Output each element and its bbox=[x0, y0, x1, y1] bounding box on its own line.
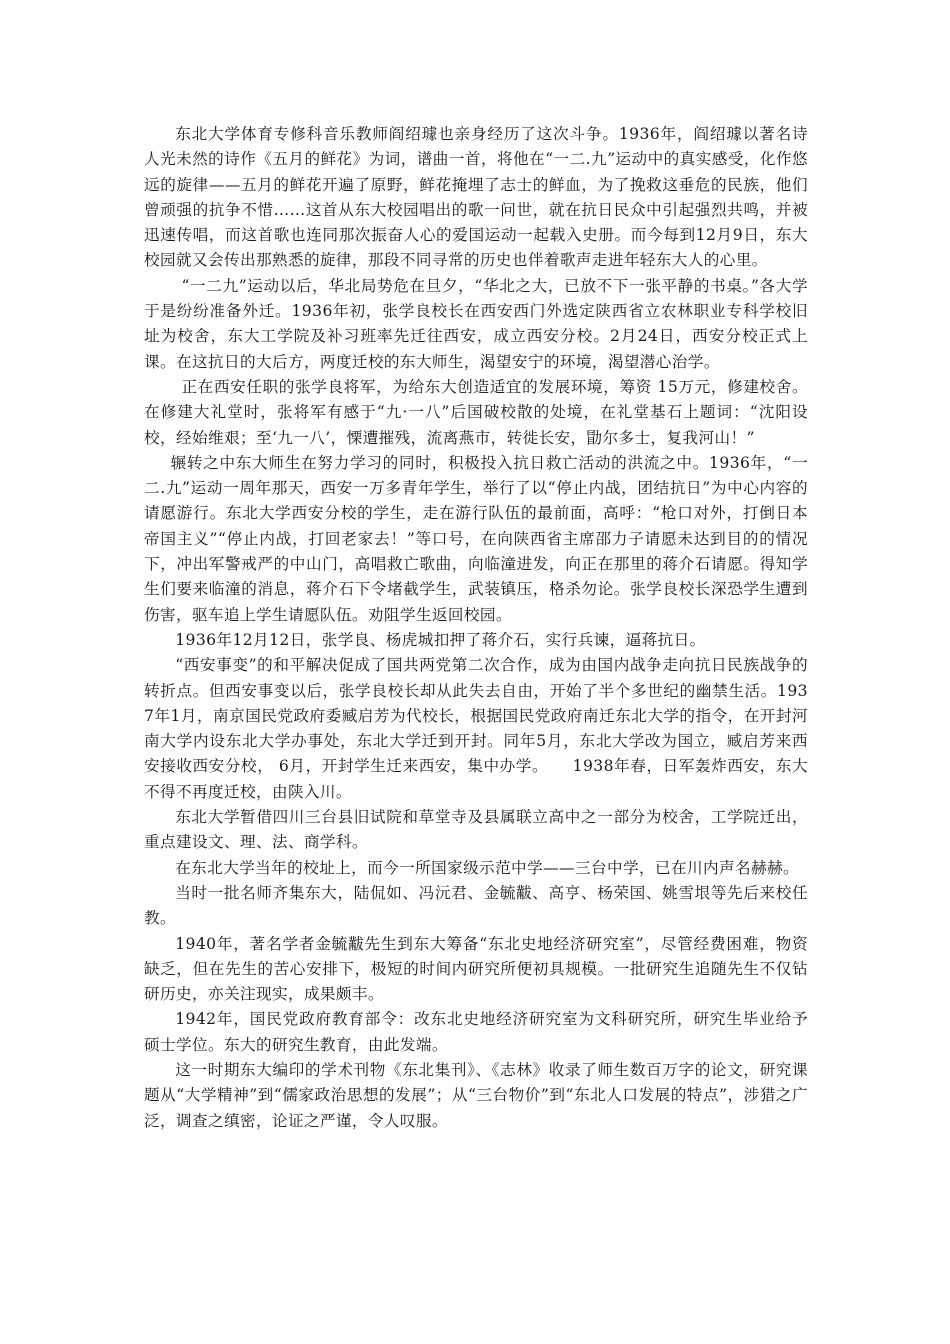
paragraph-santai-campus: 东北大学暂借四川三台县旧试院和草堂寺及县属联立高中之一部分为校舍，工学院迁出，重点建设文、理、法、商学科。 bbox=[144, 808, 808, 852]
paragraph-xian-incident-date: 1936年12月12日，张学良、杨虎城扣押了蒋介石，实行兵谏，逼蒋抗日。 bbox=[175, 630, 706, 649]
paragraph-graduate-education: 1942年，国民党政府教育部令：改东北史地经济研究室为文科研究所，研究生毕业给予硕士学位。东大的研究生教育，由此发端。 bbox=[144, 1010, 808, 1054]
paragraph-famous-teachers: 当时一批名师齐集东大，陆侃如、冯沅君、金毓黻、高亨、杨荣国、姚雪垠等先后来校任教。 bbox=[144, 883, 808, 928]
paragraph-santai-middle-school: 在东北大学当年的校址上，而今一所国家级示范中学——三台中学，已在川内声名赫赫。 bbox=[175, 858, 799, 877]
paragraph-academic-journals: 这一时期东大编印的学术刊物《东北集刊》、《志林》收录了师生数百万字的论文，研究课题从“大学精神”到“儒家政治思想的发展”；从“三台物价”到“东北人口发展的特点”，涉猎之广泛，调查之缜密，论证之严谨，令人叹服。 bbox=[144, 1060, 808, 1130]
paragraph-zhang-xueliang-inscription: 正在西安任职的张学良将军，为给东大创造适宜的发展环境，筹资 15万元，修建校舍。在修建大礼堂时，张将军有感于“九·一八”后国破校散的处境，在礼堂基石上题词：“沈阳设校，经始维艰；至‘九一八’，慄遭摧残，流离燕市，转徙长安，勖尔多士，复我河山！” bbox=[144, 377, 808, 447]
document-body bbox=[144, 122, 808, 1134]
paragraph-research-office: 1940年，著名学者金毓黻先生到东大筹备“东北史地经济研究室”，尽管经费困难，物资缺乏，但在先生的苦心安排下，极短的时间内研究所便初具规模。一批研究生追随先生不仅钻研历史，亦关注现实，成果颇丰。 bbox=[144, 934, 808, 1004]
paragraph-petition-march: 辗转之中东大师生在努力学习的同时，积极投入抗日救亡活动的洪流之中。1936年，“一二.九”运动一周年那天，西安一万多青年学生，举行了以“停止内战，团结抗日”为中心内容的请愿游行。东北大学西安分校的学生，走在游行队伍的最前面，高呼：“枪口对外，打倒日本帝国主义”“停止内战，打回老家去！”等口号，在向陕西省主席邵力子请愿未达到目的的情况下，冲出军警戒严的中山门，高唱救亡歌曲，向临潼进发，向正在那里的蒋介石请愿。得知学生们要来临潼的消息，蒋介石下令堵截学生，武装镇压，格杀勿论。张学良校长深恐学生遭到伤害，驱车追上学生请愿队伍。劝阻学生返回校园。 bbox=[144, 453, 808, 624]
paragraph-move-to-xian: “一二九”运动以后，华北局势危在旦夕，“华北之大，已放不下一张平静的书桌。”各大学于是纷纷准备外迁。1936年初，张学良校长在西安西门外选定陕西省立农林职业专科学校旧址为校舍，东大工学院及补习班率先迁往西安，成立西安分校。2月24日，西安分校正式上课。在这抗日的大后方，两度迁校的东大师生，渴望安宁的环境，渴望潜心治学。 bbox=[144, 276, 808, 371]
paragraph-xian-incident-aftermath: “西安事变”的和平解决促成了国共两党第二次合作，成为由国内战争走向抗日民族战争的转折点。但西安事变以后，张学良校长却从此失去自由，开始了半个多世纪的幽禁生活。1937年1月，南京国民党政府委臧启芳为代校长，根据国民党政府南迁东北大学的指令，在开封河南大学内设东北大学办事处，东北大学迁到开封。同年5月，东北大学改为国立，臧启芳来西安接收西安分校， 6月，开封学生迁来西安，集中办学。 1938年春，日军轰炸西安，东大不得不再度迁校，由陕入川。 bbox=[144, 656, 808, 801]
paragraph-music-teacher: 东北大学体育专修科音乐教师阎绍璩也亲身经历了这次斗争。1936年，阎绍璩以著名诗人光未然的诗作《五月的鲜花》为词，谱曲一首，将他在“一二.九”运动中的真实感受，化作悠远的旋律——五月的鲜花开遍了原野，鲜花掩埋了志士的鲜血，为了挽救这垂危的民族，他们曾顽强的抗争不惜……这首从东大校园唱出的歌一问世，就在抗日民众中引起强烈共鸣，并被迅速传唱，而这首歌也连同那次振奋人心的爱国运动一起载入史册。而今每到12月9日，东大校园就又会传出那熟悉的旋律，那段不同寻常的历史也伴着歌声走进年轻东大人的心里。 bbox=[144, 125, 808, 270]
